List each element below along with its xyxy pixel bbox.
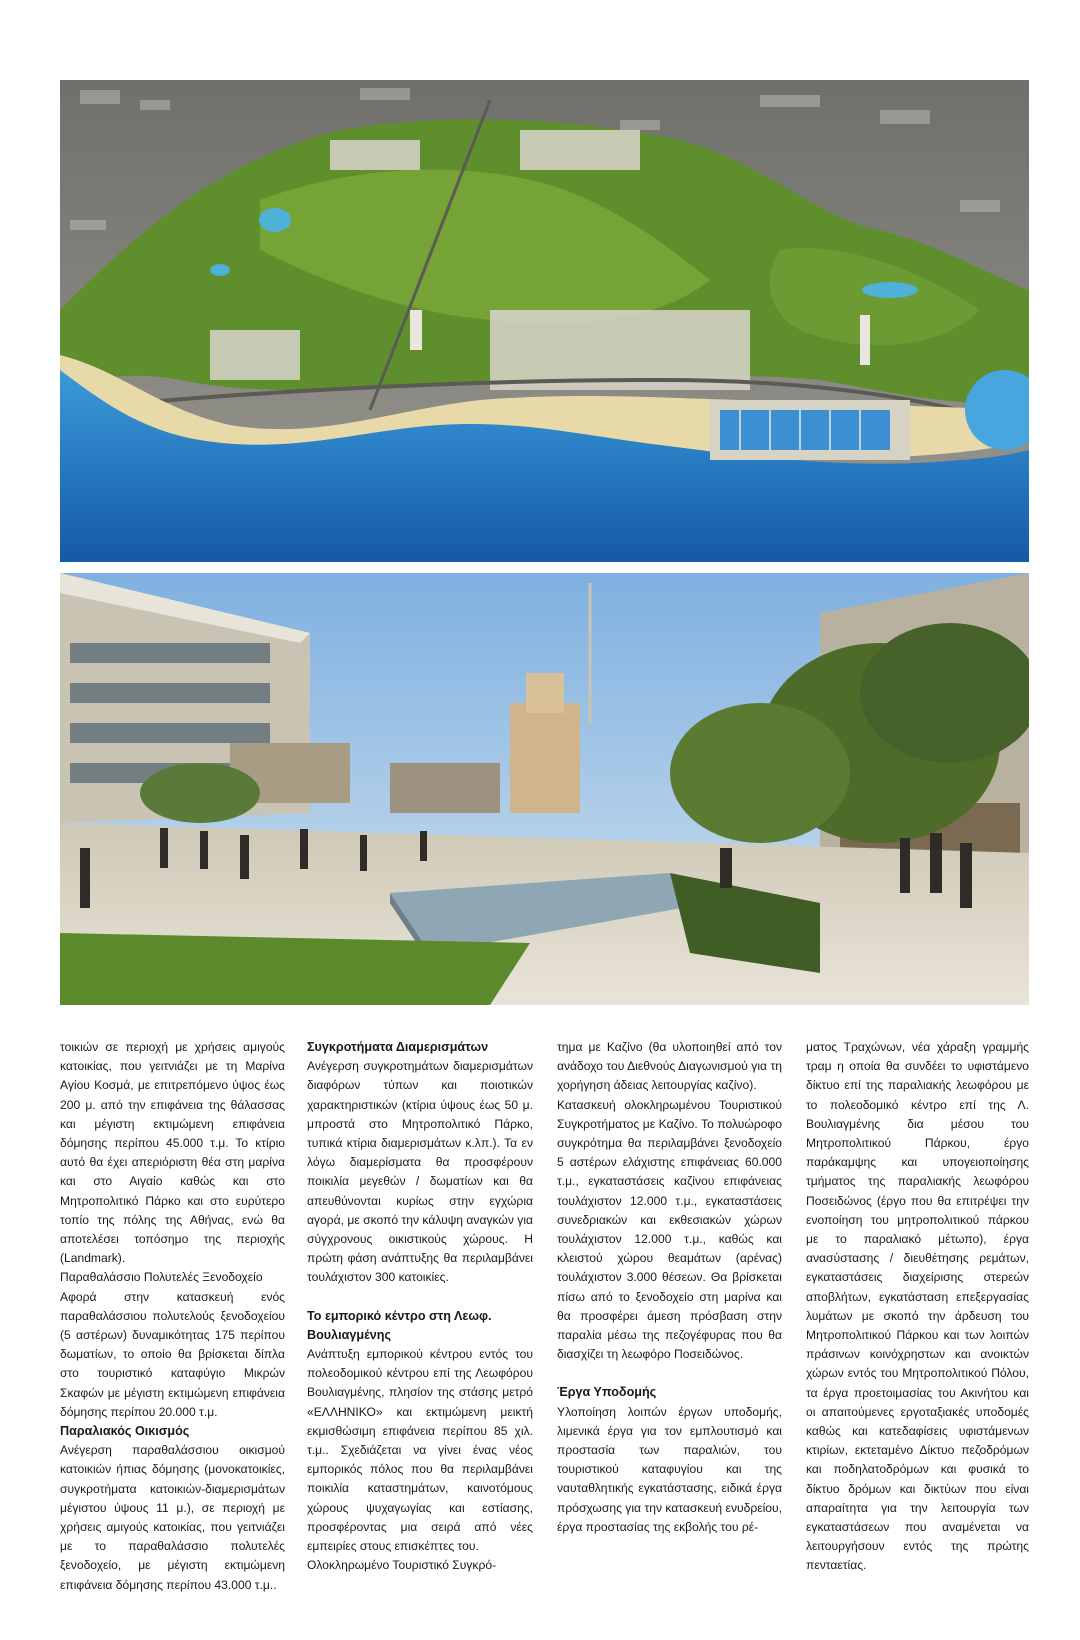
paragraph: Κατασκευή ολοκληρωμένου Τουριστικού Συγκροτήματος με Καζίνο. Το πολυώροφο συγκρότημα θα περιλαμβάνει ξενοδοχείο 5 αστέρων ελάχιστης επιφάνειας 60.000 τ.μ., εγκαταστάσεις καζίνου επιφάνειας τουλάχιστον 12.000 τ.μ., εγκαταστάσεις συνεδριακών και εκθεσιακών χώρων τουλάχιστον 12.000 τ.μ., καθώς και κλειστού χώρου θεαμάτων (αρένας) τουλάχιστον 3.000 θέσεων. Θα βρίσκεται πίσω από το ξενοδοχείο στη μαρίνα και θα προσφέρει άμεση πρόσβαση στην παραλία μέσω της πεζογέφυρας που θα διασχίζει τη λεωφόρο Ποσειδώνος. bbox=[557, 1097, 782, 1362]
spacer bbox=[307, 1288, 533, 1307]
section-heading: Το εμπορικό κέντρο στη Λεωφ. Βουλιαγμένης bbox=[307, 1308, 492, 1342]
paragraph: τημα με Καζίνο (θα υλοποιηθεί από τον ανάδοχο του Διεθνούς Διαγωνισμού για τη χορήγηση άδειας λειτουργίας καζίνο). bbox=[557, 1040, 782, 1093]
article-column-3 bbox=[557, 1038, 782, 1537]
paragraph: τοικιών σε περιοχή με χρήσεις αμιγούς κατοικίας, που γειτνιάζει με τη Μαρίνα Αγίου Κοσμά, με επιτρεπόμενο ύψος έως 200 μ. από την επιφάνεια της θάλασσας και μέγιστη εκτιμώμενη επιφάνεια δόμησης περίπου 45.000 τ.μ. Το κτίριο αυτό θα έχει απεριόριστη θέα στη μαρίνα και στο Αιγαίο καθώς και στο Μητροπολιτικό Πάρκο και στο ευρύτερο τοπίο της πόλης της Αθήνας, ενώ θα αποτελέσει τοπόσημο της περιοχής (Landmark). bbox=[60, 1040, 285, 1266]
plaza-render-illustration bbox=[60, 573, 1029, 1005]
paragraph: Ανάπτυξη εμπορικού κέντρου εντός του πολεοδομικού κέντρου επί της Λεωφόρου Βουλιαγμένης, πλησίον της στάσης μετρό «ΕΛΛΗΝΙΚΟ» και εκτιμώμενη μεικτή εκμισθώσιμη επιφάνεια περίπου 85 χιλ. τ.μ.. Σχεδιάζεται να γίνει ένας νέος εμπορικός πόλος που θα περιλαμβάνει ποικιλία καταστημάτων, καινοτόμους χώρους ψυχαγωγίας και εστίασης, προσφέροντας μια σειρά από νέες εμπειρίες στους επισκέπτες του. bbox=[307, 1347, 533, 1554]
aerial-masterplan-illustration bbox=[60, 80, 1029, 562]
paragraph: Παραθαλάσσιο Πολυτελές Ξενοδοχείο bbox=[60, 1270, 263, 1285]
paragraph: ματος Τραχώνων, νέα χάραξη γραμμής τραμ η οποία θα συνδέει το υφιστάμενο δίκτυο επί της παραλιακής λεωφόρου με το πολεοδομικό κέντρο επί της Λ. Βουλιαγμένης δια μέσου του Μητροπολιτικού Πάρκου, έργο παράκαμψης και υπογειοποίησης τμήματος της παραλιακής λεωφόρου Ποσειδώνος (έργο που θα επιτρέψει την ενοποίηση του μητροπολιτικού πάρκου με το παραλιακό μέτωπο), έργα ανασύστασης / διευθέτησης ρεμάτων, εγκαταστάσεις διαχείρισης στερεών αποβλήτων, εγκατάσταση επεξεργασίας λυμάτων με σκοπό την άρδευση του Μητροπολιτικού Πάρκου και των λοιπών πράσινων κοινόχρηστων και ανοικτών χώρων εντός του Μητροπολιτικού Πόλου, τα έργα προετοιμασίας του Ακινήτου και οι απαιτούμενες εργοταξιακές υποδομές καθώς και κατεδαφίσεις υφιστάμενων κτιρίων, εκτεταμένο Δίκτυο πεζοδρόμων και ποδηλατοδρόμων και φυσικά το δίκτυο δρόμων και δικτύων που είναι απαραίτητα για την λειτουργία των εγκαταστάσεων που αναμένεται να λειτουργήσουν εντός της πρώτης πενταετίας. bbox=[806, 1040, 1029, 1573]
plaza-render-image bbox=[60, 573, 1029, 1005]
paragraph: Ανέγερση συγκροτημάτων διαμερισμάτων διαφόρων τύπων και ποιοτικών χαρακτηριστικών (κτίρια ύψους έως 50 μ. μπροστά στο Μητροπολιτικό Πάρκο, τυπικά κτίρια διαμερισμάτων κ.λπ.). Τα εν λόγω διαμερίσματα θα προσφέρουν ποικιλία μεγεθών / δωματίων και θα απευθύνονται κυρίως στην εγχώρια αγορά, με σκοπό την κάλυψη αναγκών για σύγχρονους οικιστικούς χώρους. Η πρώτη φάση ανάπτυξης θα περιλαμβάνει τουλάχιστον 300 κατοικίες. bbox=[307, 1059, 533, 1285]
article-column-4 bbox=[806, 1038, 1029, 1576]
article-column-1 bbox=[60, 1038, 285, 1595]
paragraph: Ανέγερση παραθαλάσσιου οικισμού κατοικιών ήπιας δόμησης (μονοκατοικίες, συγκροτήματα κατοικιών-διαμερισμάτων μέγιστου ύψους 11 μ.), σε περιοχή με χρήσεις αμιγούς κατοικίας, που γειτνιάζει με το παραθαλάσσιο πολυτελές ξενοδοχείο, με μέγιστη εκτιμώμενη επιφάνεια δόμησης περίπου 43.000 τ.μ.. bbox=[60, 1443, 285, 1592]
paragraph: Υλοποίηση λοιπών έργων υποδομής, λιμενικά έργα για τον εμπλουτισμό και προστασία των παραλιών, του τουριστικού καταφυγίου και της ναυταθλητικής εγκατάστασης, ειδικά έργα πρόσχωσης για την κατασκευή ενυδρείου, έργα προστασίας της εκβολής του ρέ- bbox=[557, 1404, 782, 1534]
article-column-2 bbox=[307, 1038, 533, 1575]
section-heading: Συγκροτήματα Διαμερισμάτων bbox=[307, 1040, 489, 1054]
section-heading: Παραλιακός Οικισμός bbox=[60, 1424, 190, 1439]
aerial-masterplan-image bbox=[60, 80, 1029, 562]
paragraph: Αφορά στην κατασκευή ενός παραθαλάσσιου πολυτελούς ξενοδοχείου (5 αστέρων) δυναμικότητας 175 περίπου δωματίων, το οποίο θα βρίσκεται δίπλα στο τουριστικό καταφύγιο Μικρών Σκαφών με μέγιστη εκτιμώμενη επιφάνεια δόμησης περίπου 20.000 τ.μ. bbox=[60, 1289, 285, 1419]
paragraph: Ολοκληρωμένο Τουριστικό Συγκρό- bbox=[307, 1558, 497, 1573]
spacer bbox=[557, 1364, 782, 1383]
section-heading: Έργα Υποδομής bbox=[557, 1385, 657, 1400]
